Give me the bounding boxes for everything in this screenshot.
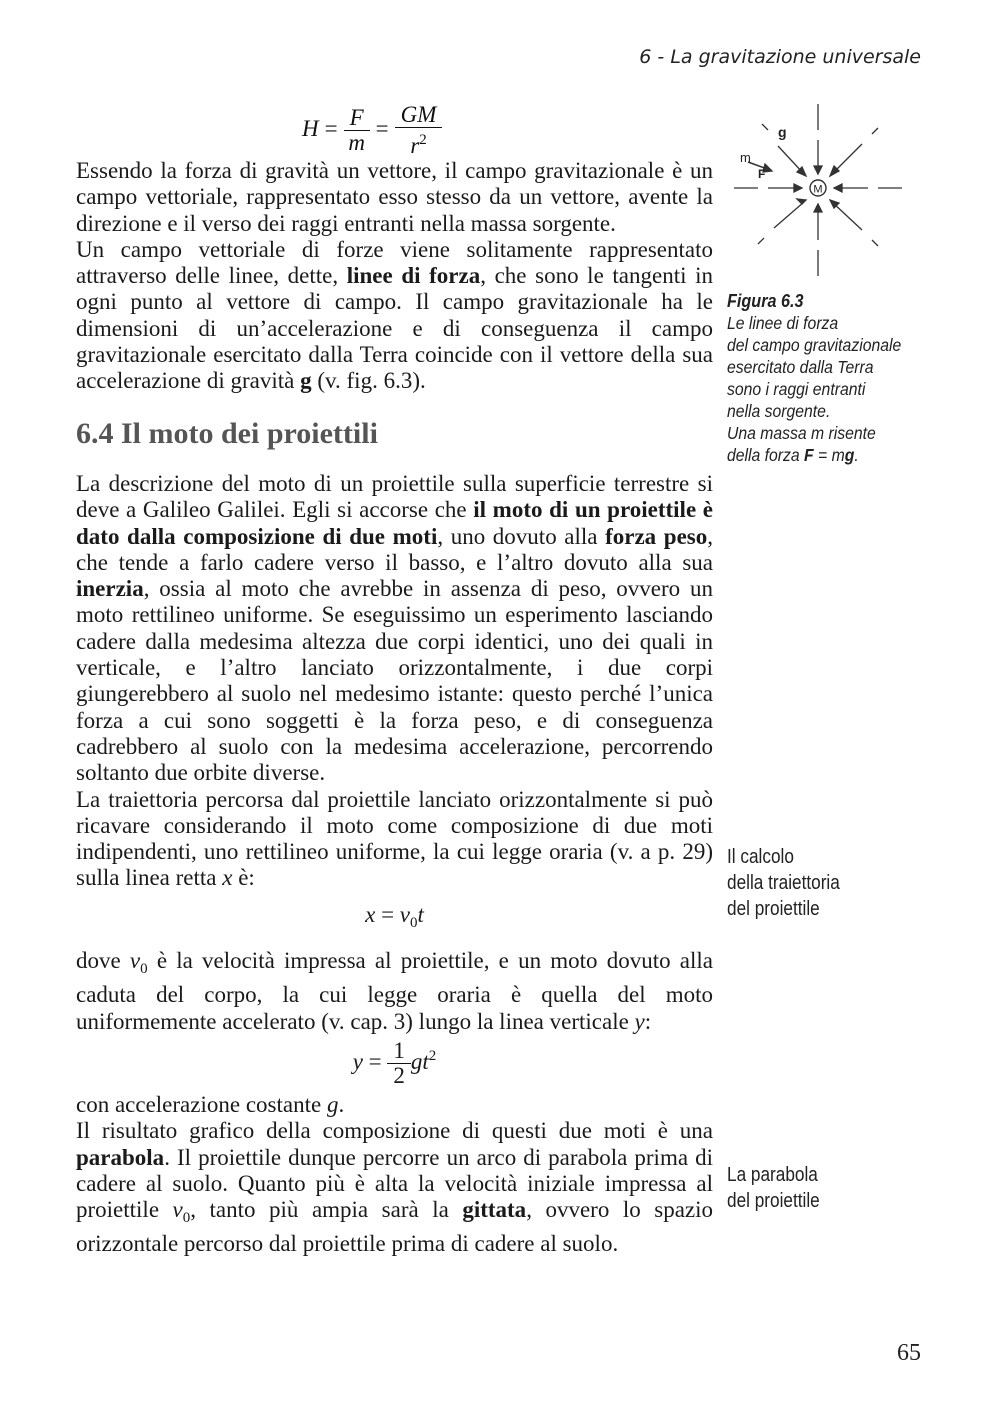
paragraph: con accelerazione costante g. — [76, 1091, 345, 1117]
paragraph: Un campo vettoriale di forze viene solitamente rappresentato attraverso delle linee, dette, linee di forza, che sono le tangenti in ogni punto al vettore di campo. Il campo gravitazionale ha le dimensioni di un’accelerazione e di conseguenza il campo gravitazionale esercitato dalla Terra coincide con il vettore della sua accelerazione di gravità g (v. fig. 6.3). — [76, 236, 713, 394]
paragraph: dove $v_0$ è la velocità impressa al proiettile, e un moto dovuto alla caduta del corpo, la cui legge oraria è quella del moto uniformemente accelerato (v. cap. 3) lungo la linea verticale y: — [76, 948, 713, 1034]
section-title: 6.4 Il moto dei proiettili — [76, 416, 378, 450]
field-line-bottom-right — [872, 240, 878, 246]
label-m: m — [740, 150, 751, 165]
equation-h: H = $\frac{F}{m}$ = $\frac{GM}{r^2}$ — [76, 100, 713, 158]
label-g: g — [778, 124, 787, 140]
field-line-top-right — [872, 128, 878, 134]
caption-line: del campo gravitazionale — [727, 335, 902, 355]
paragraph: La traiettoria percorsa dal proiettile lanciato orizzontalmente si può ricavare considerando il moto come composizione di due moti indipendenti, uno rettilineo uniforme, la cui legge oraria (v. a p. 29) sulla linea retta x è: — [76, 786, 713, 891]
running-head: 6 - La gravitazione universale — [639, 46, 921, 68]
paragraph: Essendo la forza di gravità un vettore, il campo gravitazionale è un campo vettoriale, rappresentato esso stesso da un vettore, avente la direzione e il verso dei raggi entranti nella massa sorgente. — [76, 158, 713, 236]
main-text — [76, 100, 713, 1258]
equation-y: y = $\frac{1}{2}$ $gt^2$ — [352, 1037, 437, 1088]
paragraph: Il risultato grafico della composizione di questi due moti è una parabola. Il proiettile dunque percorre un arco di parabola prima di cadere al suolo. Quanto più è alta la velocità iniziale impressa al proiettile $v_0$, tanto più ampia sarà la gittata, ovvero lo spazio orizzontale percorso dal proiettile prima di cadere al suolo. — [76, 1118, 713, 1257]
label-F: F — [758, 167, 766, 181]
label-M: M — [813, 183, 823, 196]
caption-line: nella sorgente. — [727, 401, 831, 421]
figure-caption — [727, 290, 934, 466]
caption-line: della forza F = mg. — [727, 445, 859, 465]
caption-line: esercitato dalla Terra — [727, 357, 874, 377]
figure-label: Figura 6.3 — [727, 291, 804, 311]
caption-line: sono i raggi entranti — [727, 379, 866, 399]
paragraph: La descrizione del moto di un proiettile sulla superficie terrestre si deve a Galileo Galilei. Egli si accorse che il moto di un proiettile è dato dalla composizione di due moti, uno dovuto alla forza peso, che tende a farlo cadere verso il basso, e l’altro dovuto alla sua inerzia, ossia al moto che avrebbe in assenza di peso, ovvero un moto rettilineo uniforme. Se eseguissimo un esperimento lasciando cadere dalla medesima altezza due corpi identici, uno dei quali in verticale, e l’altro lanciato orizzontalmente, i due corpi giungerebbero al suolo nel medesimo istante: questo perché l’unica forza a cui sono soggetti è la forza peso, e di conseguenza cadrebbero al suolo con la medesima accelerazione, percorrendo soltanto due orbite diverse. — [76, 470, 713, 786]
field-line-bottom-left — [758, 238, 764, 244]
side-note-trajectory: Il calcolo della traiettoria del proiettile — [727, 846, 840, 920]
gravitational-field-figure — [728, 100, 908, 280]
field-line-top-left — [762, 124, 768, 130]
caption-line: Una massa m risente — [727, 423, 876, 443]
page-number: 65 — [897, 1340, 921, 1366]
equation-x: $x = v_0t$ — [365, 901, 424, 931]
side-note-parabola: La parabola del proiettile — [727, 1164, 820, 1212]
caption-line: Le linee di forza — [727, 313, 839, 333]
